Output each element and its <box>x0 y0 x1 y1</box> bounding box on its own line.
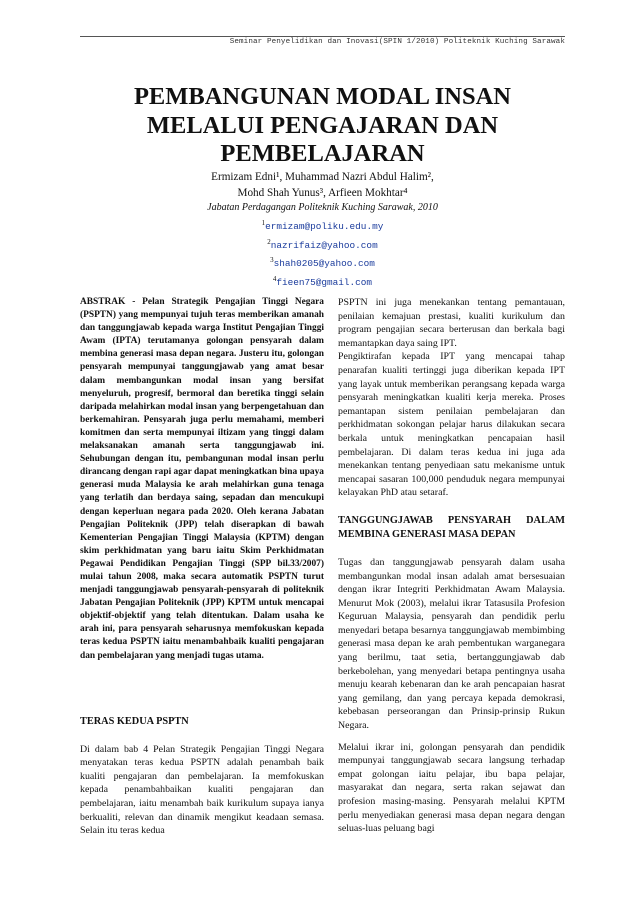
email-link[interactable]: shah0205@yahoo.com <box>273 258 375 270</box>
body-paragraph: PSPTN ini juga menekankan tentang pemantauan, penilaian kemajuan prestasi, kualiti kurikulum dan program pengajian secara berterusan dan berkala bagi memantapkan daya saing IPT. <box>338 297 565 349</box>
email-list <box>80 216 565 291</box>
email-link[interactable]: nazrifaiz@yahoo.com <box>270 239 378 251</box>
section-heading-teras-kedua: TERAS KEDUA PSPTN <box>80 715 189 727</box>
email-item[interactable]: $^2$nazrifaiz@yahoo.com <box>267 237 378 251</box>
body-paragraph: Tugas dan tanggungjawab pensyarah dalam usaha membangunkan modal insan adalah amat bersesuaian dengan ikrar Integriti Perkhidmatan Awam Malaysia. Menurut Mok (2003), melalui ikrar Tatasusila Profesion Keguruan Malaysia, pensyarah dan pendidik perlu menyedari betapa besarnya tanggungjawab membimbing generasi masa depan ke arah pembentukan warganegara yang berilmu, taat setia, bertanggungjawab dab berkebolehan, yang menyedari betapa pentingnya usaha menuju kearah kebenaran dan ke arah pencapaian hasrat yang gemilang, dan yang percaya kepada demokrasi, kebebasan perseorangan dan Prinsip-prinsip Rukun Negara. <box>338 556 565 732</box>
authors-line-1: Ermizam Edni¹, Muhammad Nazri Abdul Halim², <box>211 171 434 183</box>
author-list <box>80 169 565 201</box>
title-line-2: MELALUI PENGAJARAN DAN <box>146 111 499 139</box>
left-column <box>80 296 324 838</box>
email-item[interactable]: $^3$shah0205@yahoo.com <box>270 256 375 270</box>
running-header: Seminar Penyelidikan dan Inovasi(SPIN 1/2010) Politeknik Kuching Sarawak <box>229 38 565 46</box>
section-heading-tanggungjawab: TANGGUNGJAWAB PENSYARAH DALAM MEMBINA GENERASI MASA DEPAN <box>338 514 565 540</box>
header-rule <box>80 36 565 37</box>
abstract: ABSTRAK - Pelan Strategik Pengajian Tinggi Negara (PSPTN) yang mempunyai tujuh teras memberikan amanah dan tanggungjawab kepada warga Institut Pengajian Tinggi Awam (IPTA) terutamanya golongan pensyarah dalam membina generasi masa depan negara. Justeru itu, golongan pensyarah mempunyai tanggungjawab yang amat besar dalam membangunkan modal insan yang bersifat menyeluruh, progresif, bermoral dan beretika tinggi selain daripada melahirkan modal insan yang berpengetahuan dan berkemahiran. Pensyarah juga perlu memahami, memberi komitmen dan serta mempunyai iltizam yang tinggi dalam melaksanakan amanah serta tanggungjawab ini. Sehubungan dengan itu, pembangunan modal insan perlu dirancang dengan rapi agar dapat meningkatkan bina upaya generasi muda Malaysia ke arah melahirkan guna tenaga yang terlatih dan berdaya saing, sepadan dan mencukupi dengan keperluan negara pada 2020. Oleh kerana Jabatan Pengajian Politeknik (JPP) telah diserapkan di bawah Kementerian Pengajian Tinggi Malaysia (KPTM) dengan skim perkhidmatan yang baru iaitu Skim Perkhidmatan Pegawai Pendidikan Pengajian Tinggi (SPP bil.33/2007) mulai tahun 2008, maka secara automatik PSPTN turut menjadi tanggungjawab pensyarah-pensyarah di politeknik Jabatan Pengajian Politeknik (JPP) KPTM untuk mencapai objektif-objektif yang telah ditentukan. Dalam usaha ke arah ini, para pensyarah seharusnya memfokuskan kepada teras kedua PSPTN iaitu menambahbaik kualiti pengajaran dan pembelajaran yang menjadi tugas utama. <box>80 297 324 661</box>
email-link[interactable]: ermizam@poliku.edu.my <box>265 221 384 233</box>
title-line-3: PEMBELAJARAN <box>220 140 425 167</box>
title-line-1: PEMBANGUNAN MODAL INSAN <box>133 83 512 110</box>
body-paragraph: Di dalam bab 4 Pelan Strategik Pengajian Tinggi Negara menyatakan teras kedua PSPTN adalah penambah baik kualiti pengajaran dan pembelajaran. Ia memfokuskan kepada penambahbaikan kualiti pengajaran dan pembelajaran, iaitu menambah baik kurikulum supaya ianya berkualiti, relevan dan dinamik mengikut keadaan semasa. Selain itu teras kedua <box>80 743 324 837</box>
body-paragraph: Melalui ikrar ini, golongan pensyarah dan pendidik mempunyai tanggungjawab secara langsung terhadap empat golongan iaitu pelajar, ibu bapa pelajar, masyarakat dan negara, serta rakan sejawat dan profesion masing-masing. Pensyarah melalui KPTM perlu menyediakan generasi masa depan negara dengan seluas-luas peluang bagi <box>338 741 565 835</box>
authors-line-2: Mohd Shah Yunus³, Arfieen Mokhtar⁴ <box>237 187 408 199</box>
email-item[interactable]: $^1$ermizam@poliku.edu.my <box>261 219 384 233</box>
paper-title <box>80 83 565 169</box>
email-item[interactable]: $^4$fieen75@gmail.com <box>272 274 373 288</box>
email-link[interactable]: fieen75@gmail.com <box>276 277 373 288</box>
right-column <box>338 296 565 836</box>
body-paragraph: Pengiktirafan kepada IPT yang mencapai tahap penarafan kualiti tertinggi juga diberikan kepada IPT yang layak untuk memberikan perangsang kepada warga pensyarah meningkatkan kualiti kerja mereka. Proses pemantapan sistem penilaian pembelajaran dan perkhidmatan sokongan pelajar harus dilakukan secara berkala untuk meningkatkan pencapaian hasil pembelajaran. Di dalam teras kedua ini juga ada menekankan tentang penyediaan satu mekanisme untuk mencapai sasaran 100,000 penduduk negara mempunyai kelayakan PhD atau setaraf. <box>338 351 565 499</box>
affiliation: Jabatan Perdagangan Politeknik Kuching Sarawak, 2010 <box>207 202 438 213</box>
